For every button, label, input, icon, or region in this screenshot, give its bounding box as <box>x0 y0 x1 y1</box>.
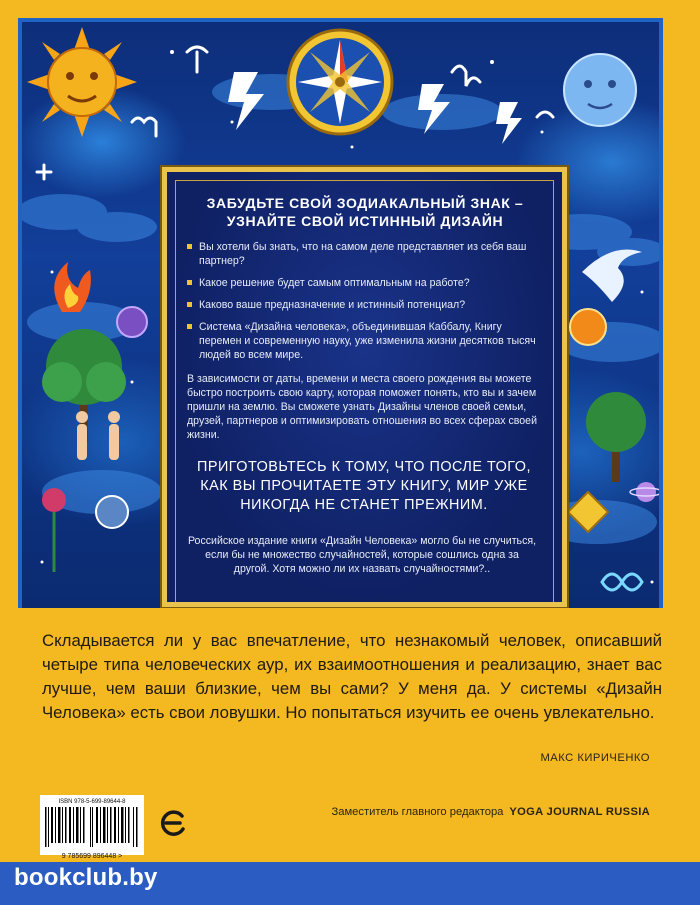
list-item: Каково ваше предназначение и истинный потенциал? <box>187 298 537 312</box>
panel-body-text: В зависимости от даты, времени и места своего рождения вы можете быстро построить свою карту, которая поможет понять, кто вы и зачем пришли на землю. Вы сможете узнать Дизайны членов своей семьи, друзей, партнеров и оптимизировать отношения во всех сферах своей жизни. <box>187 373 537 441</box>
callout-line-3: НИКОГДА НЕ СТАНЕТ ПРЕЖНИМ. <box>240 497 488 513</box>
list-item: Вы хотели бы знать, что на самом деле представляет из себя ваш партнер? <box>187 240 537 268</box>
planet-icon <box>630 482 662 502</box>
tree-right-icon <box>586 392 646 482</box>
site-watermark: bookclub.by <box>14 864 158 891</box>
moon-icon <box>564 54 636 126</box>
list-item: Какое решение будет самым оптимальным на работе? <box>187 276 537 290</box>
question-list <box>187 240 537 370</box>
barcode-bars <box>43 807 141 847</box>
capricorn-icon <box>452 66 480 86</box>
compass-rose-icon <box>288 30 392 134</box>
panel-callout <box>189 458 539 515</box>
role-title: Заместитель главного редактора <box>331 806 504 818</box>
crown-chakra-icon <box>117 307 147 337</box>
isbn-barcode <box>40 795 144 860</box>
publisher-logo-icon <box>158 808 188 838</box>
sun-icon <box>27 27 137 137</box>
callout-line-1: ПРИГОТОВЬТЕСЬ К ТОМУ, ЧТО ПОСЛЕ ТОГО, <box>197 459 531 475</box>
endorsement-author: МАКС КИРИЧЕНКО <box>540 752 650 764</box>
taurus-icon <box>187 47 207 72</box>
barcode-number: 9 785699 896448 > <box>61 853 123 860</box>
adam-and-eve-figures <box>76 411 120 460</box>
endorsement-quote: Складывается ли у вас впечатление, что незнакомый человек, описавший четыре типа человеческих аур, их взаимоотношения и реализацию, знает вас лучше, чем ваши близкие, чем вы сами? У меня да. У системы «Дизайн Человека» есть свои ловушки. Но попытаться изучить ее очень увлекательно. <box>42 631 662 722</box>
sacral-chakra-icon <box>570 309 606 345</box>
rose-icon <box>42 488 66 572</box>
infinity-icon <box>602 574 642 590</box>
text-panel <box>162 167 567 607</box>
callout-line-2: КАК ВЫ ПРОЧИТАЕТЕ ЭТУ КНИГУ, МИР УЖЕ <box>200 478 528 494</box>
endorsement-role <box>332 806 651 818</box>
cosmic-illustration <box>18 18 663 608</box>
role-organization: YOGA JOURNAL RUSSIA <box>509 806 650 818</box>
aries-icon <box>537 112 553 117</box>
panel-headline <box>195 194 535 230</box>
list-item: Система «Дизайна человека», объединившая Каббалу, Книгу перемен и современную науку, уже изменила жизни десятков тысяч людей во всем мире. <box>187 320 537 362</box>
virgo-icon <box>132 118 156 136</box>
panel-footer-text: Российское издание книги «Дизайн Человека» могло бы не случиться, если бы не множество случайностей, которые сошлись одна за другой. Хотя можно ли их назвать случайностями?.. <box>187 535 537 575</box>
isbn-text: ISBN 978-5-699-89644-8 <box>58 799 126 805</box>
headline-line-2: УЗНАЙТЕ СВОЙ ИСТИННЫЙ ДИЗАЙН <box>226 213 504 229</box>
headline-line-1: ЗАБУДЬТЕ СВОЙ ЗОДИАКАЛЬНЫЙ ЗНАК – <box>206 195 524 211</box>
pisces-icon <box>37 165 51 179</box>
throat-chakra-icon <box>96 496 128 528</box>
